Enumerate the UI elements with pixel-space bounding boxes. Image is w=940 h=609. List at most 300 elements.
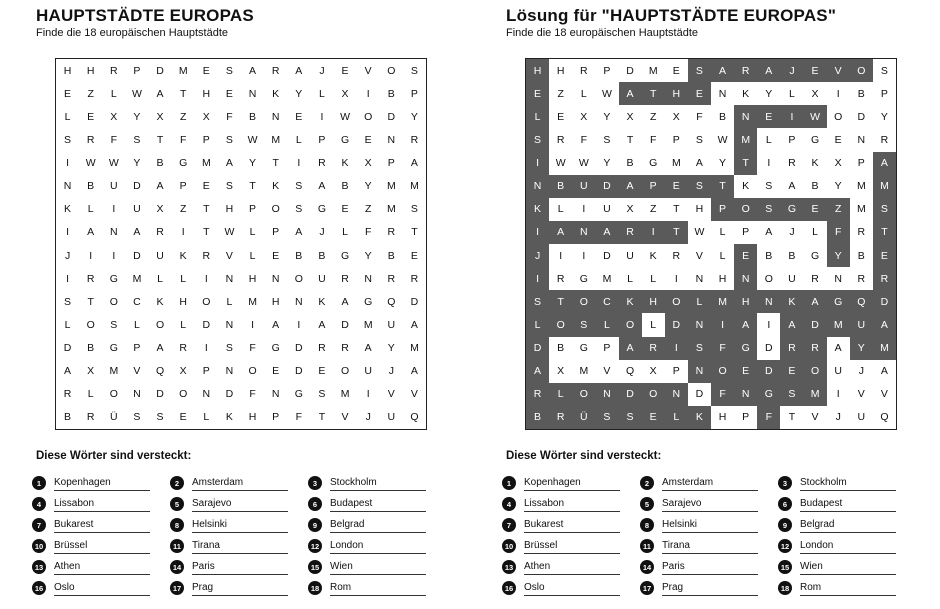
word-list-item (32, 579, 150, 597)
grid-cell: U (626, 249, 634, 262)
grid-cell: A (133, 226, 141, 239)
grid-cell: S (295, 203, 303, 216)
grid-cell: H (179, 295, 187, 308)
grid-cell: K (780, 290, 803, 313)
grid-cell: G (340, 133, 350, 146)
word-list-item (640, 516, 758, 534)
grid-cell: S (688, 337, 711, 360)
grid-cell: U (156, 249, 164, 262)
grid-cell: R (341, 342, 349, 355)
grid-cell: Q (850, 290, 873, 313)
word-label: Athen (524, 559, 620, 575)
word-number-badge: 11 (640, 539, 654, 553)
grid-cell: G (810, 133, 820, 146)
grid-cell: K (742, 180, 750, 193)
grid-cell: O (549, 313, 572, 336)
grid-cell: X (557, 365, 565, 378)
word-number-badge: 15 (308, 560, 322, 574)
grid-cell: U (318, 272, 326, 285)
grid-cell: A (341, 295, 349, 308)
grid-cell: Z (649, 110, 657, 123)
grid-cell: A (780, 313, 803, 336)
grid-cell: Y (364, 180, 372, 193)
grid-cell: K (742, 87, 750, 100)
grid-cell: I (526, 221, 549, 244)
grid-cell: R (780, 337, 803, 360)
word-label: Amsterdam (192, 475, 288, 491)
grid-cell: O (109, 388, 118, 401)
grid-cell: I (251, 318, 255, 331)
word-label: Tirana (192, 538, 288, 554)
grid-cell: L (295, 133, 302, 146)
grid-cell: B (87, 342, 95, 355)
word-number-badge: 14 (640, 560, 654, 574)
grid-cell: E (834, 133, 842, 146)
word-label: Rom (800, 580, 896, 596)
grid-cell: A (549, 221, 572, 244)
grid-cell: F (110, 133, 118, 146)
grid-cell: R (410, 272, 419, 285)
grid-cell: B (318, 249, 326, 262)
grid-cell: M (109, 365, 119, 378)
grid-cell: D (626, 64, 634, 77)
word-number-badge: 1 (32, 476, 46, 490)
grid-cell: L (627, 272, 633, 285)
grid-cell: W (85, 157, 96, 170)
grid-cell: N (248, 87, 257, 100)
grid-cell: H (63, 64, 72, 77)
grid-cell: W (717, 133, 728, 146)
grid-cell: Q (625, 365, 635, 378)
grid-cell: A (765, 226, 773, 239)
word-label: Brüssel (524, 538, 620, 554)
grid-cell: M (386, 180, 396, 193)
grid-cell: X (110, 110, 118, 123)
grid-cell: L (557, 203, 564, 216)
grid-cell: Z (557, 87, 564, 100)
word-number-badge: 4 (502, 497, 516, 511)
grid-cell: B (719, 110, 727, 123)
grid-cell: R (580, 64, 588, 77)
grid-cell: I (297, 318, 301, 331)
word-label: Oslo (54, 580, 150, 596)
grid-cell: H (248, 411, 257, 424)
grid-cell: M (873, 175, 896, 198)
word-list-heading: Diese Wörter sind versteckt: (36, 450, 192, 462)
word-number-badge: 12 (308, 539, 322, 553)
grid-cell: R (549, 406, 572, 429)
grid-cell: O (248, 365, 257, 378)
grid-cell: Q (410, 411, 419, 424)
grid-cell: E (780, 360, 803, 383)
grid-cell: M (856, 180, 866, 193)
grid-cell: E (272, 249, 280, 262)
grid-cell: V (603, 365, 611, 378)
grid-cell: K (341, 157, 349, 170)
grid-cell: S (780, 383, 803, 406)
grid-cell: N (572, 221, 595, 244)
grid-cell: H (202, 87, 211, 100)
word-number-badge: 17 (640, 581, 654, 595)
grid-cell: I (559, 249, 563, 262)
grid-cell: G (109, 342, 118, 355)
grid-cell: U (387, 411, 396, 424)
word-list-item (502, 516, 620, 534)
grid-cell: T (665, 221, 688, 244)
grid-cell: S (695, 133, 703, 146)
grid-cell: D (804, 313, 827, 336)
grid-cell: S (526, 128, 549, 151)
grid-cell: G (294, 388, 303, 401)
grid-cell: F (249, 388, 256, 401)
grid-cell: N (857, 133, 866, 146)
grid-cell: N (734, 105, 757, 128)
grid-cell: L (157, 272, 163, 285)
grid-cell: D (225, 388, 234, 401)
grid-cell: A (804, 290, 827, 313)
grid-cell: P (272, 411, 280, 424)
grid-cell: N (225, 318, 234, 331)
grid-cell: S (688, 175, 711, 198)
grid-cell: K (318, 295, 326, 308)
grid-cell: D (156, 64, 164, 77)
grid-cell: V (410, 388, 418, 401)
word-label: Wien (330, 559, 426, 575)
grid-cell: E (225, 87, 233, 100)
grid-cell: B (526, 406, 549, 429)
grid-cell: E (202, 64, 210, 77)
grid-cell: N (688, 360, 711, 383)
grid-cell: E (341, 64, 349, 77)
grid-cell: L (342, 226, 348, 239)
grid-cell: B (549, 175, 572, 198)
grid-cell: S (225, 64, 233, 77)
word-list-item (308, 474, 426, 492)
grid-cell: I (582, 203, 586, 216)
grid-cell: Ü (110, 411, 118, 424)
grid-cell: O (764, 272, 773, 285)
grid-cell: J (319, 64, 325, 77)
grid-cell: V (364, 64, 372, 77)
grid-cell: H (642, 290, 665, 313)
grid-cell: E (873, 244, 896, 267)
grid-cell: F (711, 383, 734, 406)
grid-cell: J (858, 365, 864, 378)
grid-cell: I (767, 318, 771, 331)
grid-cell: I (780, 105, 803, 128)
word-list-item (308, 579, 426, 597)
grid-cell: C (595, 290, 618, 313)
grid-cell: V (225, 249, 233, 262)
grid-cell: W (108, 157, 119, 170)
word-number-badge: 10 (32, 539, 46, 553)
grid-cell: G (734, 337, 757, 360)
grid-cell: G (109, 272, 118, 285)
grid-cell: L (719, 249, 726, 262)
grid-cell: S (873, 198, 896, 221)
word-list-item (778, 495, 896, 513)
grid-cell: R (788, 157, 796, 170)
grid-cell: T (203, 203, 210, 216)
grid-cell: K (272, 87, 280, 100)
grid-cell: P (133, 64, 141, 77)
grid-cell: I (320, 110, 324, 123)
grid-cell: R (179, 342, 187, 355)
grid-cell: G (340, 249, 350, 262)
puzzle-panel (0, 0, 460, 609)
grid-cell: R (873, 267, 896, 290)
grid-cell: Y (133, 110, 141, 123)
grid-cell: P (603, 342, 611, 355)
grid-cell: A (734, 313, 757, 336)
grid-cell: A (272, 318, 280, 331)
grid-cell: A (410, 157, 418, 170)
grid-cell: X (156, 110, 164, 123)
grid-cell: O (179, 388, 188, 401)
grid-cell: H (248, 272, 257, 285)
grid-cell: Q (880, 411, 889, 424)
word-label: Paris (662, 559, 758, 575)
grid-cell: X (179, 365, 187, 378)
grid-cell: R (804, 337, 827, 360)
word-label: Lissabon (54, 496, 150, 512)
word-number-badge: 13 (32, 560, 46, 574)
word-label: Belgrad (330, 517, 426, 533)
grid-cell: L (595, 313, 618, 336)
grid-cell: L (688, 290, 711, 313)
grid-cell: E (341, 203, 349, 216)
grid-cell: J (526, 244, 549, 267)
grid-cell: I (181, 226, 185, 239)
grid-cell: B (387, 87, 395, 100)
grid-cell: S (64, 295, 72, 308)
grid-cell: L (64, 110, 71, 123)
grid-cell: S (572, 313, 595, 336)
word-list (32, 474, 432, 598)
word-list-item (308, 537, 426, 555)
grid-cell: M (363, 318, 373, 331)
grid-cell: O (294, 272, 303, 285)
grid-cell: J (365, 411, 371, 424)
grid-cell: D (695, 388, 704, 401)
grid-cell: S (225, 133, 233, 146)
grid-cell: O (834, 110, 843, 123)
word-label: Helsinki (192, 517, 288, 533)
grid-cell: E (202, 180, 210, 193)
grid-cell: A (364, 342, 372, 355)
grid-cell: I (297, 157, 301, 170)
grid-cell: L (526, 105, 549, 128)
word-number-badge: 18 (778, 581, 792, 595)
grid-cell: K (649, 249, 657, 262)
grid-cell: S (619, 406, 642, 429)
grid-cell: Y (603, 157, 611, 170)
grid-cell: B (387, 249, 395, 262)
grid-cell: G (780, 198, 803, 221)
word-number-badge: 13 (502, 560, 516, 574)
grid-cell: B (765, 249, 773, 262)
grid-cell: A (410, 318, 418, 331)
word-list-item (308, 516, 426, 534)
grid-cell: I (112, 203, 116, 216)
grid-cell: X (811, 87, 819, 100)
grid-cell: J (319, 226, 325, 239)
grid-cell: J (835, 411, 841, 424)
grid-cell: L (110, 87, 117, 100)
grid-cell: D (341, 318, 349, 331)
grid-cell: D (619, 383, 642, 406)
grid-cell: W (131, 87, 142, 100)
grid-cell: S (64, 133, 72, 146)
grid-cell: L (580, 87, 587, 100)
grid-cell: S (225, 342, 233, 355)
grid-cell: P (318, 133, 326, 146)
grid-cell: P (179, 180, 187, 193)
grid-cell: E (672, 64, 680, 77)
grid-cell: F (295, 411, 303, 424)
grid-cell: E (318, 365, 326, 378)
word-number-badge: 9 (308, 518, 322, 532)
grid-cell: S (603, 133, 611, 146)
grid-cell: T (873, 221, 896, 244)
grid-cell: I (642, 221, 665, 244)
grid-cell: N (526, 175, 549, 198)
grid-cell: F (179, 133, 187, 146)
grid-cell: O (271, 203, 280, 216)
word-list-item (170, 558, 288, 576)
grid-cell: M (671, 157, 681, 170)
grid-cell: W (224, 226, 235, 239)
grid-cell: D (857, 110, 866, 123)
grid-cell: J (64, 249, 71, 262)
word-number-badge: 15 (778, 560, 792, 574)
grid-cell: P (133, 342, 141, 355)
grid-cell: F (711, 337, 734, 360)
grid-cell: M (132, 272, 142, 285)
grid-cell: O (86, 318, 95, 331)
grid-cell: K (526, 198, 549, 221)
word-label: Bukarest (524, 517, 620, 533)
grid-cell: M (804, 383, 827, 406)
grid-cell: E (734, 244, 757, 267)
grid-cell: A (87, 226, 95, 239)
grid-cell: E (179, 411, 187, 424)
grid-cell: Y (880, 110, 888, 123)
word-number-badge: 3 (308, 476, 322, 490)
grid-cell: N (271, 388, 280, 401)
grid-cell: M (648, 64, 658, 77)
grid-cell: Y (295, 87, 303, 100)
grid-cell: V (695, 249, 703, 262)
grid-cell: G (649, 157, 658, 170)
grid-cell: P (742, 226, 750, 239)
word-number-badge: 3 (778, 476, 792, 490)
grid-cell: M (856, 203, 866, 216)
word-number-badge: 9 (778, 518, 792, 532)
grid-cell: H (734, 290, 757, 313)
word-number-badge: 12 (778, 539, 792, 553)
grid-cell: O (619, 313, 642, 336)
grid-cell: H (718, 272, 727, 285)
grid-cell: L (650, 318, 657, 331)
grid-cell: T (642, 82, 665, 105)
word-label: Budapest (330, 496, 426, 512)
word-list-item (170, 516, 288, 534)
grid-cell: W (555, 157, 566, 170)
grid-cell: Z (649, 203, 657, 216)
grid-cell: G (364, 295, 373, 308)
grid-cell: A (156, 180, 164, 193)
grid-cell: A (619, 337, 642, 360)
grid-cell: Y (133, 157, 141, 170)
grid-cell: Z (827, 198, 850, 221)
word-label: Athen (54, 559, 150, 575)
grid-cell: G (810, 249, 820, 262)
grid-cell: M (178, 64, 188, 77)
grid-cell: H (86, 64, 95, 77)
word-label: Prag (662, 580, 758, 596)
grid-cell: E (665, 175, 688, 198)
grid-cell: N (110, 226, 118, 239)
grid-cell: S (133, 133, 141, 146)
grid-cell: B (857, 87, 865, 100)
word-list-item (502, 495, 620, 513)
grid-cell: V (827, 59, 850, 82)
grid-cell: A (249, 64, 257, 77)
grid-cell: O (572, 383, 595, 406)
grid-cell: L (249, 249, 256, 262)
grid-cell: T (549, 290, 572, 313)
grid-cell: R (526, 383, 549, 406)
word-list-item (308, 558, 426, 576)
word-list-item (308, 495, 426, 513)
grid-cell: J (780, 59, 803, 82)
grid-cell: A (318, 318, 326, 331)
grid-cell: X (341, 87, 349, 100)
grid-cell: V (341, 411, 349, 424)
grid-cell: K (272, 180, 280, 193)
grid-cell: R (734, 59, 757, 82)
word-label: Amsterdam (662, 475, 758, 491)
grid-cell: M (386, 203, 396, 216)
grid-cell: I (66, 157, 70, 170)
word-number-badge: 16 (32, 581, 46, 595)
grid-cell: Y (387, 342, 395, 355)
grid-cell: R (387, 226, 396, 239)
grid-cell: N (133, 388, 141, 401)
grid-cell: H (718, 411, 727, 424)
grid-cell: U (364, 365, 372, 378)
grid-cell: Y (850, 337, 873, 360)
grid-cell: N (665, 383, 688, 406)
grid-cell: N (271, 110, 280, 123)
word-list-item (170, 537, 288, 555)
word-list-item (640, 579, 758, 597)
grid-cell: G (179, 157, 188, 170)
word-label: Budapest (800, 496, 896, 512)
grid-cell: Z (179, 203, 187, 216)
grid-cell: S (765, 180, 773, 193)
grid-cell: O (850, 59, 873, 82)
grid-cell: R (318, 157, 326, 170)
solution-letter-grid (525, 58, 897, 430)
grid-cell: R (202, 249, 211, 262)
grid-cell: U (110, 180, 118, 193)
word-list-item (32, 558, 150, 576)
word-number-badge: 5 (170, 497, 184, 511)
grid-cell: A (526, 360, 549, 383)
word-label: Kopenhagen (54, 475, 150, 491)
